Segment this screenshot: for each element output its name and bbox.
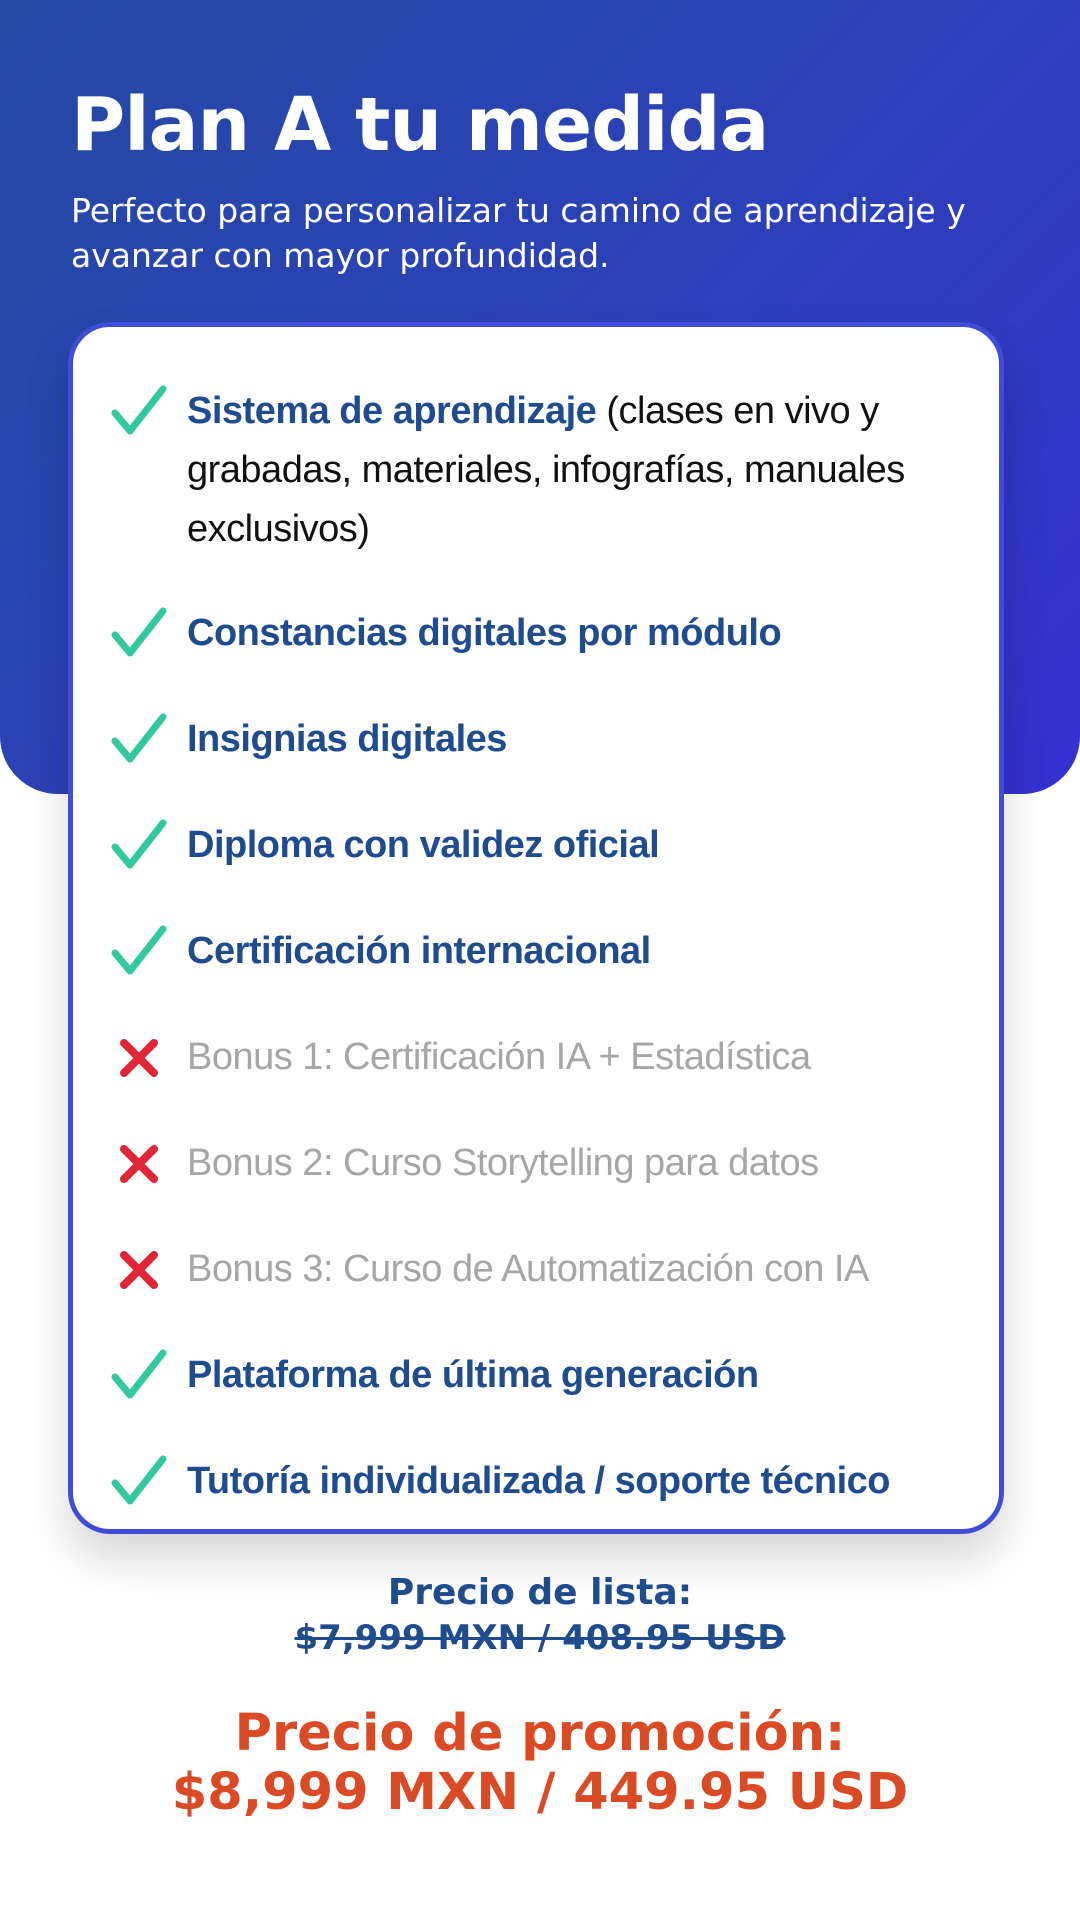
check-icon — [109, 1346, 169, 1406]
check-icon — [109, 382, 169, 442]
cross-icon — [109, 1134, 169, 1194]
plan-subtitle: Perfecto para personalizar tu camino de aprendizaje y avanzar con mayor profundidad. — [71, 191, 966, 275]
feature-label-bonus-3: Bonus 3: Curso de Automatización con IA — [187, 1248, 869, 1290]
promo-price-label: Precio de promoción: — [234, 1704, 846, 1763]
feature-label-platform: Plataforma de última generación — [187, 1354, 759, 1396]
feature-label-bonus-1: Bonus 1: Certificación IA + Estadística — [187, 1036, 811, 1078]
feature-text-learning-system — [187, 382, 962, 559]
check-icon — [109, 710, 169, 770]
cross-icon — [109, 1240, 169, 1300]
check-icon — [109, 816, 169, 876]
list-price-value: $7,999 MXN / 408.95 USD — [294, 1618, 786, 1658]
feature-label-digital-certificates: Constancias digitales por módulo — [187, 612, 782, 654]
list-price-label: Precio de lista: — [387, 1572, 693, 1613]
check-icon — [109, 1452, 169, 1512]
promo-price-value: $8,999 MXN / 449.95 USD — [171, 1763, 909, 1822]
feature-label-digital-badges: Insignias digitales — [187, 718, 507, 760]
features-card — [68, 322, 1004, 1534]
check-icon — [109, 922, 169, 982]
feature-title-learning-system: Sistema de aprendizaje — [187, 390, 597, 432]
cross-icon — [109, 1028, 169, 1088]
check-icon — [109, 604, 169, 664]
feature-label-tutoring: Tutoría individualizada / soporte técnico — [187, 1460, 891, 1502]
feature-label-official-diploma: Diploma con validez oficial — [187, 824, 660, 866]
plan-title: Plan A tu medida — [71, 82, 769, 168]
feature-detail-learning-system: (clases en vivo y grabadas, materiales, infografías, manuales exclusivos) — [187, 390, 905, 550]
feature-label-international-certification: Certificación internacional — [187, 930, 651, 972]
feature-label-bonus-2: Bonus 2: Curso Storytelling para datos — [187, 1142, 819, 1184]
